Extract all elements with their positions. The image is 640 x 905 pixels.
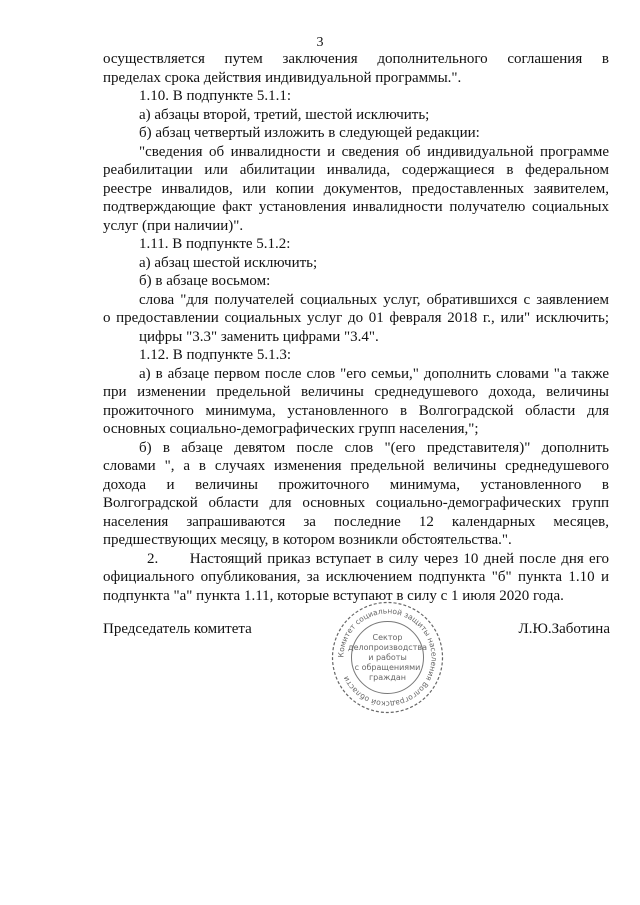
text-line: цифры "3.3" заменить цифрами "3.4". (139, 328, 379, 345)
text-line: а) в абзаце первом после слов "его семьи," дополнить словами "а также (139, 365, 609, 382)
text-line: 2. Настоящий приказ вступает в силу через 10 дней после дня его (147, 550, 609, 567)
text-line: Волгоградской области для основных социально-демографических групп (103, 495, 609, 511)
text-line: 1.10. В подпункте 5.1.1: (139, 88, 292, 104)
text-line: подтверждающие факт установления инвалидности получателю социальных (103, 199, 609, 215)
stamp-center-line: граждан (368, 673, 407, 682)
text-line: "сведения об инвалидности и сведения об индивидуальной программе (139, 143, 609, 160)
stamp-center-line: и работы (368, 653, 407, 662)
page-number: 3 (316, 35, 324, 50)
text-line: реабилитации или абилитации инвалида, содержащиеся в федеральном (103, 162, 609, 178)
text-line: б) абзац четвертый изложить в следующей редакции: (139, 125, 480, 141)
text-line: основных социально-демографических групп населения,"; (103, 421, 479, 437)
stamp-center-line: делопроизводства (348, 643, 427, 652)
text-line: 1.12. В подпункте 5.1.3: (139, 347, 292, 363)
stamp-center-line: Сектор (372, 633, 403, 642)
stamp-center-line: с обращениями (354, 663, 421, 672)
text-line: дохода и величины прожиточного минимума, установленного в (103, 476, 609, 493)
text-line: 1.11. В подпункте 5.1.2: (139, 236, 291, 252)
text-line: реестре инвалидов, или копии документов, предоставленных заявителем, (103, 180, 609, 197)
text-line: услуг (при наличии)". (103, 217, 244, 234)
text-line: официального опубликования, за исключением подпункта "б" пункта 1.10 и (103, 569, 609, 585)
text-line: слова "для получателей социальных услуг, обратившихся с заявлением (139, 291, 609, 308)
text-line: б) в абзаце девятом после слов "(его представителя)" дополнить (139, 439, 609, 456)
text-line: б) в абзаце восьмом: (139, 273, 271, 289)
text-line: словами ", а в случаях изменения предельной величины среднедушевого (103, 458, 609, 474)
text-line: при изменении предельной величины среднедушевого дохода, величины (103, 384, 609, 400)
text-line: предшествующих месяцу, в котором возникли обстоятельства.". (103, 532, 512, 548)
round-stamp (330, 600, 445, 715)
text-line: а) абзацы второй, третий, шестой исключить; (139, 106, 430, 123)
text-line: населения запрашиваются за последние 12 календарных месяцев, (103, 513, 609, 530)
text-line: осуществляется путем заключения дополнительного соглашения в (103, 51, 609, 67)
stamp-ring-text: Комитет социальной защиты населения Волгоградской области (336, 606, 439, 709)
signature-position: Председатель комитета (103, 621, 252, 637)
text-line: а) абзац шестой исключить; (139, 254, 318, 271)
document-body (103, 50, 609, 605)
signature-name: Л.Ю.Заботина (518, 621, 610, 637)
text-line: пределах срока действия индивидуальной программы.". (103, 69, 462, 86)
text-line: о предоставлении социальных услуг до 01 февраля 2018 г., или" исключить; (103, 310, 609, 326)
text-line: подпункта "а" пункта 1.11, которые вступают в силу с 1 июля 2020 года. (103, 587, 564, 604)
text-line: прожиточного минимума, установленного в Волгоградской области для (103, 402, 609, 419)
